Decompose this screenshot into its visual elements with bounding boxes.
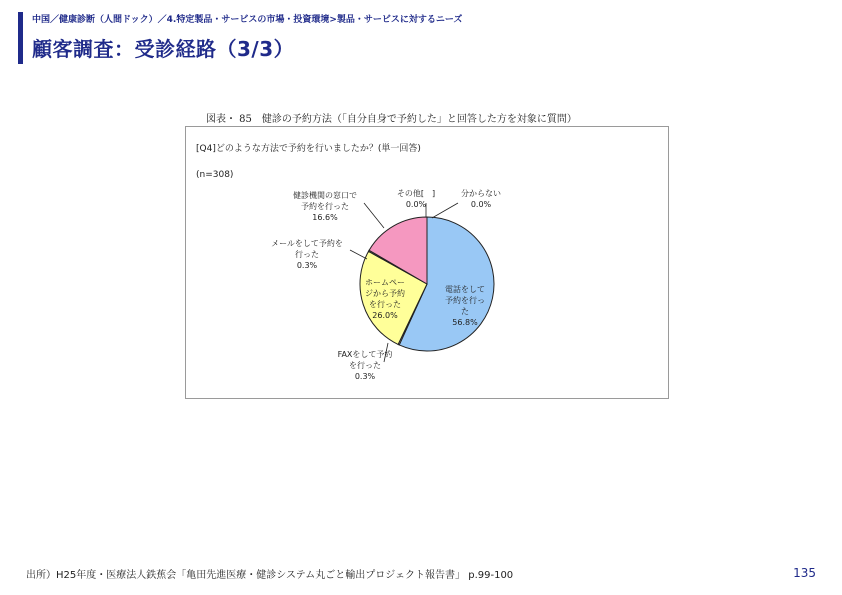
slice-label: 健診機関の窓口で bbox=[293, 191, 357, 200]
slice-label: を行った bbox=[349, 361, 381, 370]
leader-line bbox=[350, 250, 367, 259]
leader-line bbox=[364, 203, 384, 228]
slice-label: 予約を行っ bbox=[445, 296, 485, 305]
slice-label: 分からない bbox=[461, 189, 501, 198]
survey-question: [Q4]どのような方法で予約を行いましたか？(単一回答) bbox=[196, 144, 421, 154]
slice-label: を行った bbox=[369, 300, 401, 309]
slice-label: 行った bbox=[295, 250, 319, 259]
breadcrumb: 中国／健康診断（人間ドック）／4.特定製品・サービスの市場・投資環境>製品・サービスに対するニーズ bbox=[32, 15, 463, 25]
slice-value-label: 56.8% bbox=[452, 318, 478, 327]
page-title: 顧客調査：受診経路（3/3） bbox=[32, 37, 295, 61]
slice-value-label: 16.6% bbox=[312, 213, 338, 222]
slice-label: FAXをして予約 bbox=[337, 350, 393, 359]
slice-value-label: 26.0% bbox=[372, 311, 398, 320]
sample-size-label: (n=308) bbox=[196, 170, 234, 180]
slice-label: メールをして予約を bbox=[271, 239, 343, 248]
footer-source: 出所）H25年度・医療法人鉄蕉会「亀田先進医療・健診システム丸ごと輸出プロジェクト報告書」 p.99-100 bbox=[26, 570, 514, 581]
slice-label: その他[ ] bbox=[396, 189, 436, 198]
slice-label: た bbox=[461, 307, 469, 316]
slice-label: 電話をして bbox=[445, 285, 485, 294]
slice-label: ジから予約 bbox=[365, 289, 405, 298]
slice-value-label: 0.3% bbox=[354, 372, 376, 381]
slice-label: 予約を行った bbox=[301, 202, 349, 211]
page-number: 135 bbox=[793, 566, 816, 580]
slice-value-label: 0.0% bbox=[470, 200, 492, 209]
slice-label: ホームペー bbox=[365, 278, 405, 287]
leader-line bbox=[432, 203, 458, 218]
slice-value-label: 0.3% bbox=[296, 261, 318, 270]
figure-caption: 図表・ 85 健診の予約方法（「自分自身で予約した」と回答した方を対象に質問） bbox=[206, 114, 577, 125]
slice-value-label: 0.0% bbox=[405, 200, 427, 209]
